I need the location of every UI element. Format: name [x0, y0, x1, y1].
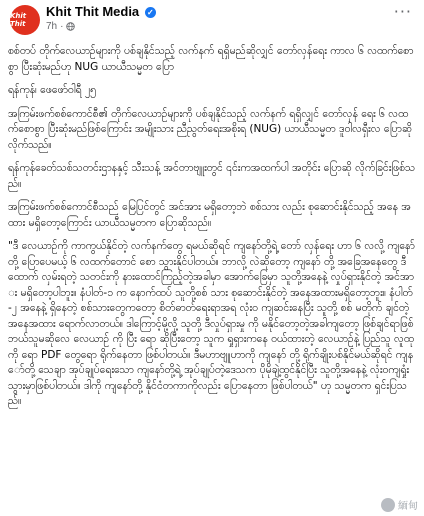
post-header — [0, 0, 424, 40]
post-paragraph: အကြမ်းဖက်စစ်ကောင်စီ၏ တိုက်လေယာဉ်များကို ပစ်ချနိုင်သည့် လက်နက် ရရှိလျှင် တော်လှန် ရေး ၆ လထက်စောစွာ ပြီးဆုံးမည်ဖြစ်ကြောင်း အမျိုးသား ညီညွတ်ရေးအစိုးရ (NUG) ယာယီသမ္မတ ဒူဝါလရှီးလ ပြောဆိုလိုက်သည်။ — [8, 107, 412, 151]
post-paragraph: အကြမ်းဖက်စစ်ကောင်စီသည် မြေပြင်တွင် အင်အား မရှိတော့ဘဲ စစ်သား လည်း စုဆောင်းနိုင်သည့် အနေ အထား မရှိတော့ကြောင်း ယာယီသမ္မတက ပြောဆိုသည်။ — [8, 201, 411, 229]
watermark-logo-icon — [381, 498, 395, 512]
globe-icon — [66, 22, 75, 31]
page-name-link[interactable] — [46, 4, 156, 19]
page-avatar[interactable] — [10, 5, 40, 35]
post-meta — [46, 21, 75, 32]
post-headline: စစ်တပ် တိုက်လေယာဉ်များကို ပစ်ချနိုင်သည့် လက်နက် ရရှိမည်ဆိုလျှင် တော်လှန်ရေး ကာလ ၆ လထက်စောစွာ ပြီးဆုံးမည်ဟု NUG ယာယီသမ္မတ ပြော — [8, 45, 414, 73]
more-options-button[interactable]: ··· — [393, 2, 412, 21]
watermark-text: 緬甸 — [398, 501, 418, 512]
meta-separator: · — [60, 21, 64, 32]
post-body — [8, 44, 416, 412]
post-time[interactable]: 7h — [46, 21, 58, 32]
avatar-logo-text: Khit Thit — [10, 12, 27, 28]
post-paragraph: ရန်ကုန်ခေတ်သစ်သတင်းဌာနနှင့် သီးသန့် အင်တာဗျူးတွင် ၎င်းကအထက်ပါ အတိုင်း ပြောဆို လိုက်ခြင်းဖြစ်သည်။ — [8, 162, 416, 190]
post-quote-paragraph: "ဒီ လေယာဉ်ကို ကာကွယ်နိုင်တဲ့ လက်နက်တွေ ရမယ်ဆိုရင် ကျနော်တို့ရဲ့ တော် လှန်ရေး ဟာ ၆ လလို့ ကျနော်တို့ ပြောပေမယ့် ၆ လထက်တောင် စော သွားနိုင်ပါတယ်။ ဘာလို့ လဲဆိုတော့ ကျနော် တို့ အခြေအနေတွေ ဒီ​ထောက် လှမ်းရတဲ့ သတင်းကို နားထောင်ကြည့်တဲ့အခါမှာ အောက်ခြေမှာ သူတို့အနေနဲ့ လှုပ်ရှားနိုင်တဲ့ အင်အား မရှိတော့ပါဘူး။ နံပါတ်-၁ က နောက်ထပ် သူတို့စစ် သား စုဆောင်းနိုင်တဲ့ အနေအထားမရှိတော့ဘူး။ နံပါတ်-၂ အနေနဲ့ ရှိနေတဲ့ စစ်သားတွေကတော့ စိတ်ဓာတ်ရေးရာအရ လုံးဝ ကျဆင်းနေပြီး သူတို့ စစ် မတိုက် ချင်တဲ့အနေအထား ရောက်လာတယ်။ ဒါကြောင့်မို့လို့ သူတို့ ဒီလှုပ်ရှားမှု ကို မနိုင်တော့တဲ့အခါကျတော့ ဖြစ်ချင်ရာဖြစ် ဘယ်သူမဆိုလေ လေယာဉ် ကို ပြီး ရော ဆိုပြီးတော့ သူက ရှုရှားကနေ ဝယ်ထားတဲ့ လေယာဉ်နဲ့ ပြည်သူ လူထုကို ရော PDF တွေရော ရိုက်နေတာ ဖြစ်ပါတယ်။ ဒီမဟာဗျူဟာကို ကျနော် တို့ ရိုက်ချိုးပစ်နိုင်မယ်ဆိုရင် ကျနော်တို့ သေချာ အုပ်ချုပ်ရေး​သော ကျနော်တို့ရဲ့ အုပ်ချုပ်တဲ့ဒေသက ပိုမိုချဲ့ထွင်နိုင်ပြီး သူတို့အနေနဲ့ လုံးဝကျရှုံး သွားမှာဖြစ်ပါတယ်။ ဒါကို ကျနော်တို့ နိုင်ငံတကာကိုလည်း ပြောနေတာ ဖြစ်ပါတယ်" ဟု သမ္မတက ရှင်းပြသည်။ — [8, 240, 415, 407]
post-dateline: ရန်ကုန်၊ ဖေဖော်ဝါရီ ၂၅ — [8, 84, 97, 96]
page-name: Khit Thit Media — [46, 4, 140, 19]
watermark — [381, 497, 418, 512]
verified-icon: ✓ — [145, 7, 156, 18]
